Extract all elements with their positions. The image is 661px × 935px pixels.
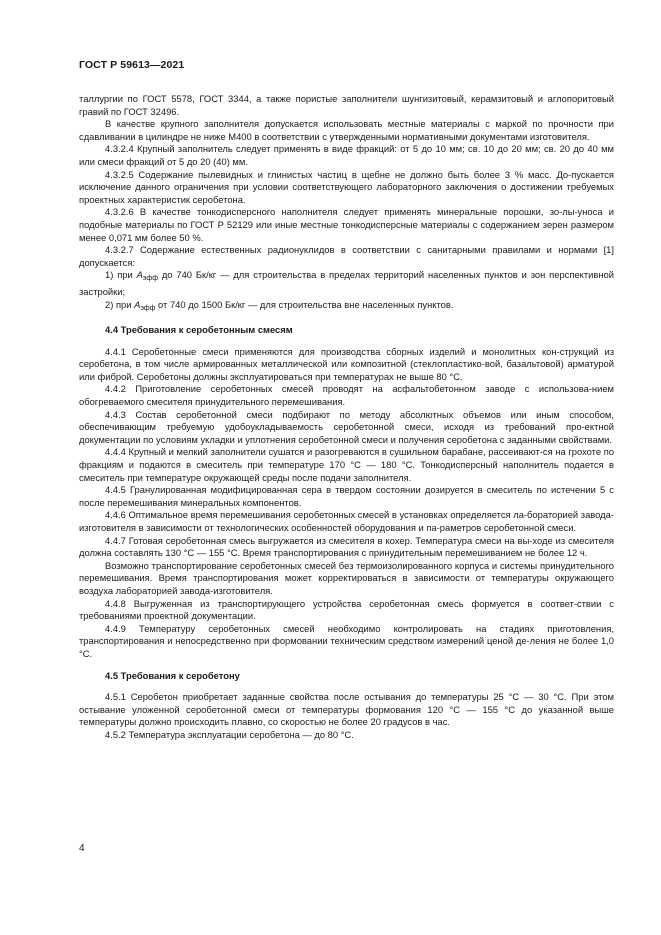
a-eff-symbol: A	[136, 269, 143, 281]
page-number: 4	[79, 843, 85, 854]
document-header: ГОСТ Р 59613—2021	[79, 59, 185, 71]
paragraph: В качестве крупного заполнителя допускается использовать местные материалы с маркой по прочности при сдавливании в цилиндре не ниже М400 в соответствии с утвержденными нормативными документами изготовителя.	[79, 118, 614, 142]
clause-4-4-4: 4.4.4 Крупный и мелкий заполнители сушатся и разогреваются в сушильном барабане, рассеивают-ся на грохоте по фракциям и подаются в смеситель при температуре 170 °С — 180 °С. Тонкодисперсный наполнитель подается в смеситель при температуре окружающей среды после подачи заполнителя.	[79, 446, 614, 483]
clause-4-5-2: 4.5.2 Температура эксплуатации серобетона — до 80 °С.	[105, 728, 354, 740]
clause-4-4-3: 4.4.3 Состав серобетонной смеси подбирают по методу абсолютных объемов или иным способом, обеспечивающим требуемую удобоукладываемость серобетонной смеси, исходя из требований про-ектной документации по условиям укладки и уплотнения серобетонной смеси и получения серобетона с заданными свойствами.	[79, 408, 614, 445]
clause-4-3-2-4: 4.3.2.4 Крупный заполнитель следует применять в виде фракций: от 5 до 10 мм; св. 10 до 20 мм; св. 20 до 40 мм или смеси фракций от 5 до 20 (40) мм.	[79, 143, 614, 167]
clause-4-5-1: 4.5.1 Серобетон приобретает заданные свойства после остывания до температуры 25 °С — 30 °С. При этом остывание уложенной серобетонной смеси от температуры формования 120 °С — 155 °С до указанной выше температуры должно происходить плавно, со скоростью не более 20 градусов в час.	[79, 691, 614, 728]
section-heading-4-4: 4.4 Требования к серобетонным смесям	[105, 324, 293, 336]
section-heading-4-5: 4.5 Требования к серобетону	[105, 669, 240, 681]
clause-4-4-7: 4.4.7 Готовая серобетонная смесь выгружается из смесителя в кохер. Температура смеси на вы-ходе из смесителя должна составлять 130 °С — 155 °С. Время транспортирования с принудительным перемешиванием не более 12 ч.	[79, 534, 614, 559]
clause-4-4-1: 4.4.1 Серобетонные смеси применяются для производства сборных изделий и монолитных кон-струкций из серобетона, в том числе армированных металлической или композитной (стеклопластико-вой, базальтовой) арматурой или фиброй. Серобетоны должны эксплуатироваться при температурах не выше 80 °С.	[79, 345, 614, 382]
document-body	[79, 93, 614, 742]
clause-4-3-2-7: 4.3.2.7 Содержание естественных радионуклидов в соответствии с санитарными правилами и нормами [1] допускается:	[79, 244, 614, 268]
clause-4-4-6: 4.4.6 Оптимальное время перемешивания серобетонных смесей в установках определяется ла-бораторией завода-изготовителя в зависимости от технологических особенностей оборудования и па-раметров серобетонной смеси.	[79, 509, 614, 533]
a-eff-symbol: A	[134, 298, 141, 310]
paragraph: таллургии по ГОСТ 5578, ГОСТ 3344, а также пористые заполнители шунгизитовый, керамзитовый и аглопоритовый гравий по ГОСТ 32496.	[79, 93, 614, 117]
paragraph: Возможно транспортирование серобетонных смесей без термоизолированного корпуса и системы принудительного перемешивания. Время транспортирования может корректироваться в зависимости от температуры окружающего воздуха лабораторией завода-изготовителя.	[79, 559, 614, 596]
list-item-1: 1) при $A_{эфф}$ до 740 Бк/кг — для строительства в пределах территорий населенных пунктов и зон перспективной застройки;	[79, 269, 615, 297]
list-item-2: 2) при $A_{эфф}$ от 740 до 1500 Бк/кг — для строительства вне населенных пунктов.	[105, 298, 454, 312]
clause-4-4-9: 4.4.9 Температуру серобетонных смесей необходимо контролировать на стадиях приготовления, транспортирования и непосредственно при формовании техническим средством измерений ценой де-ления не более 1,0 °С.	[79, 622, 614, 659]
clause-4-4-5: 4.4.5 Гранулированная модифицированная сера в твердом состоянии дозируется в смеситель по истечении 5 с после перемешивания минеральных компонентов.	[79, 484, 614, 508]
clause-4-3-2-6: 4.3.2.6 В качестве тонкодисперсного наполнителя следует применять минеральные порошки, зо-лы-уноса и подобные материалы по ГОСТ Р 52129 или иные местные тонкодисперсные материалы с содержанием зерен размером менее 0,071 мм более 50 %.	[79, 206, 614, 243]
clause-4-4-8: 4.4.8 Выгруженная из транспортирующего устройства серобетонная смесь формуется в соответ-ствии с требованиями проектной документации.	[79, 597, 614, 622]
clause-4-3-2-5: 4.3.2.5 Содержание пылевидных и глинистых частиц в щебне не должно быть более 3 % масс. До-пускается исключение данного ограничения при условии соответствующего лабораторного заключения о достижении требуемых проектных характеристик серобетона.	[79, 168, 614, 205]
clause-4-4-2: 4.4.2 Приготовление серобетонных смесей проводят на асфальтобетонном заводе с использова-нием обогреваемого смесителя принудительного перемешивания.	[79, 383, 614, 408]
